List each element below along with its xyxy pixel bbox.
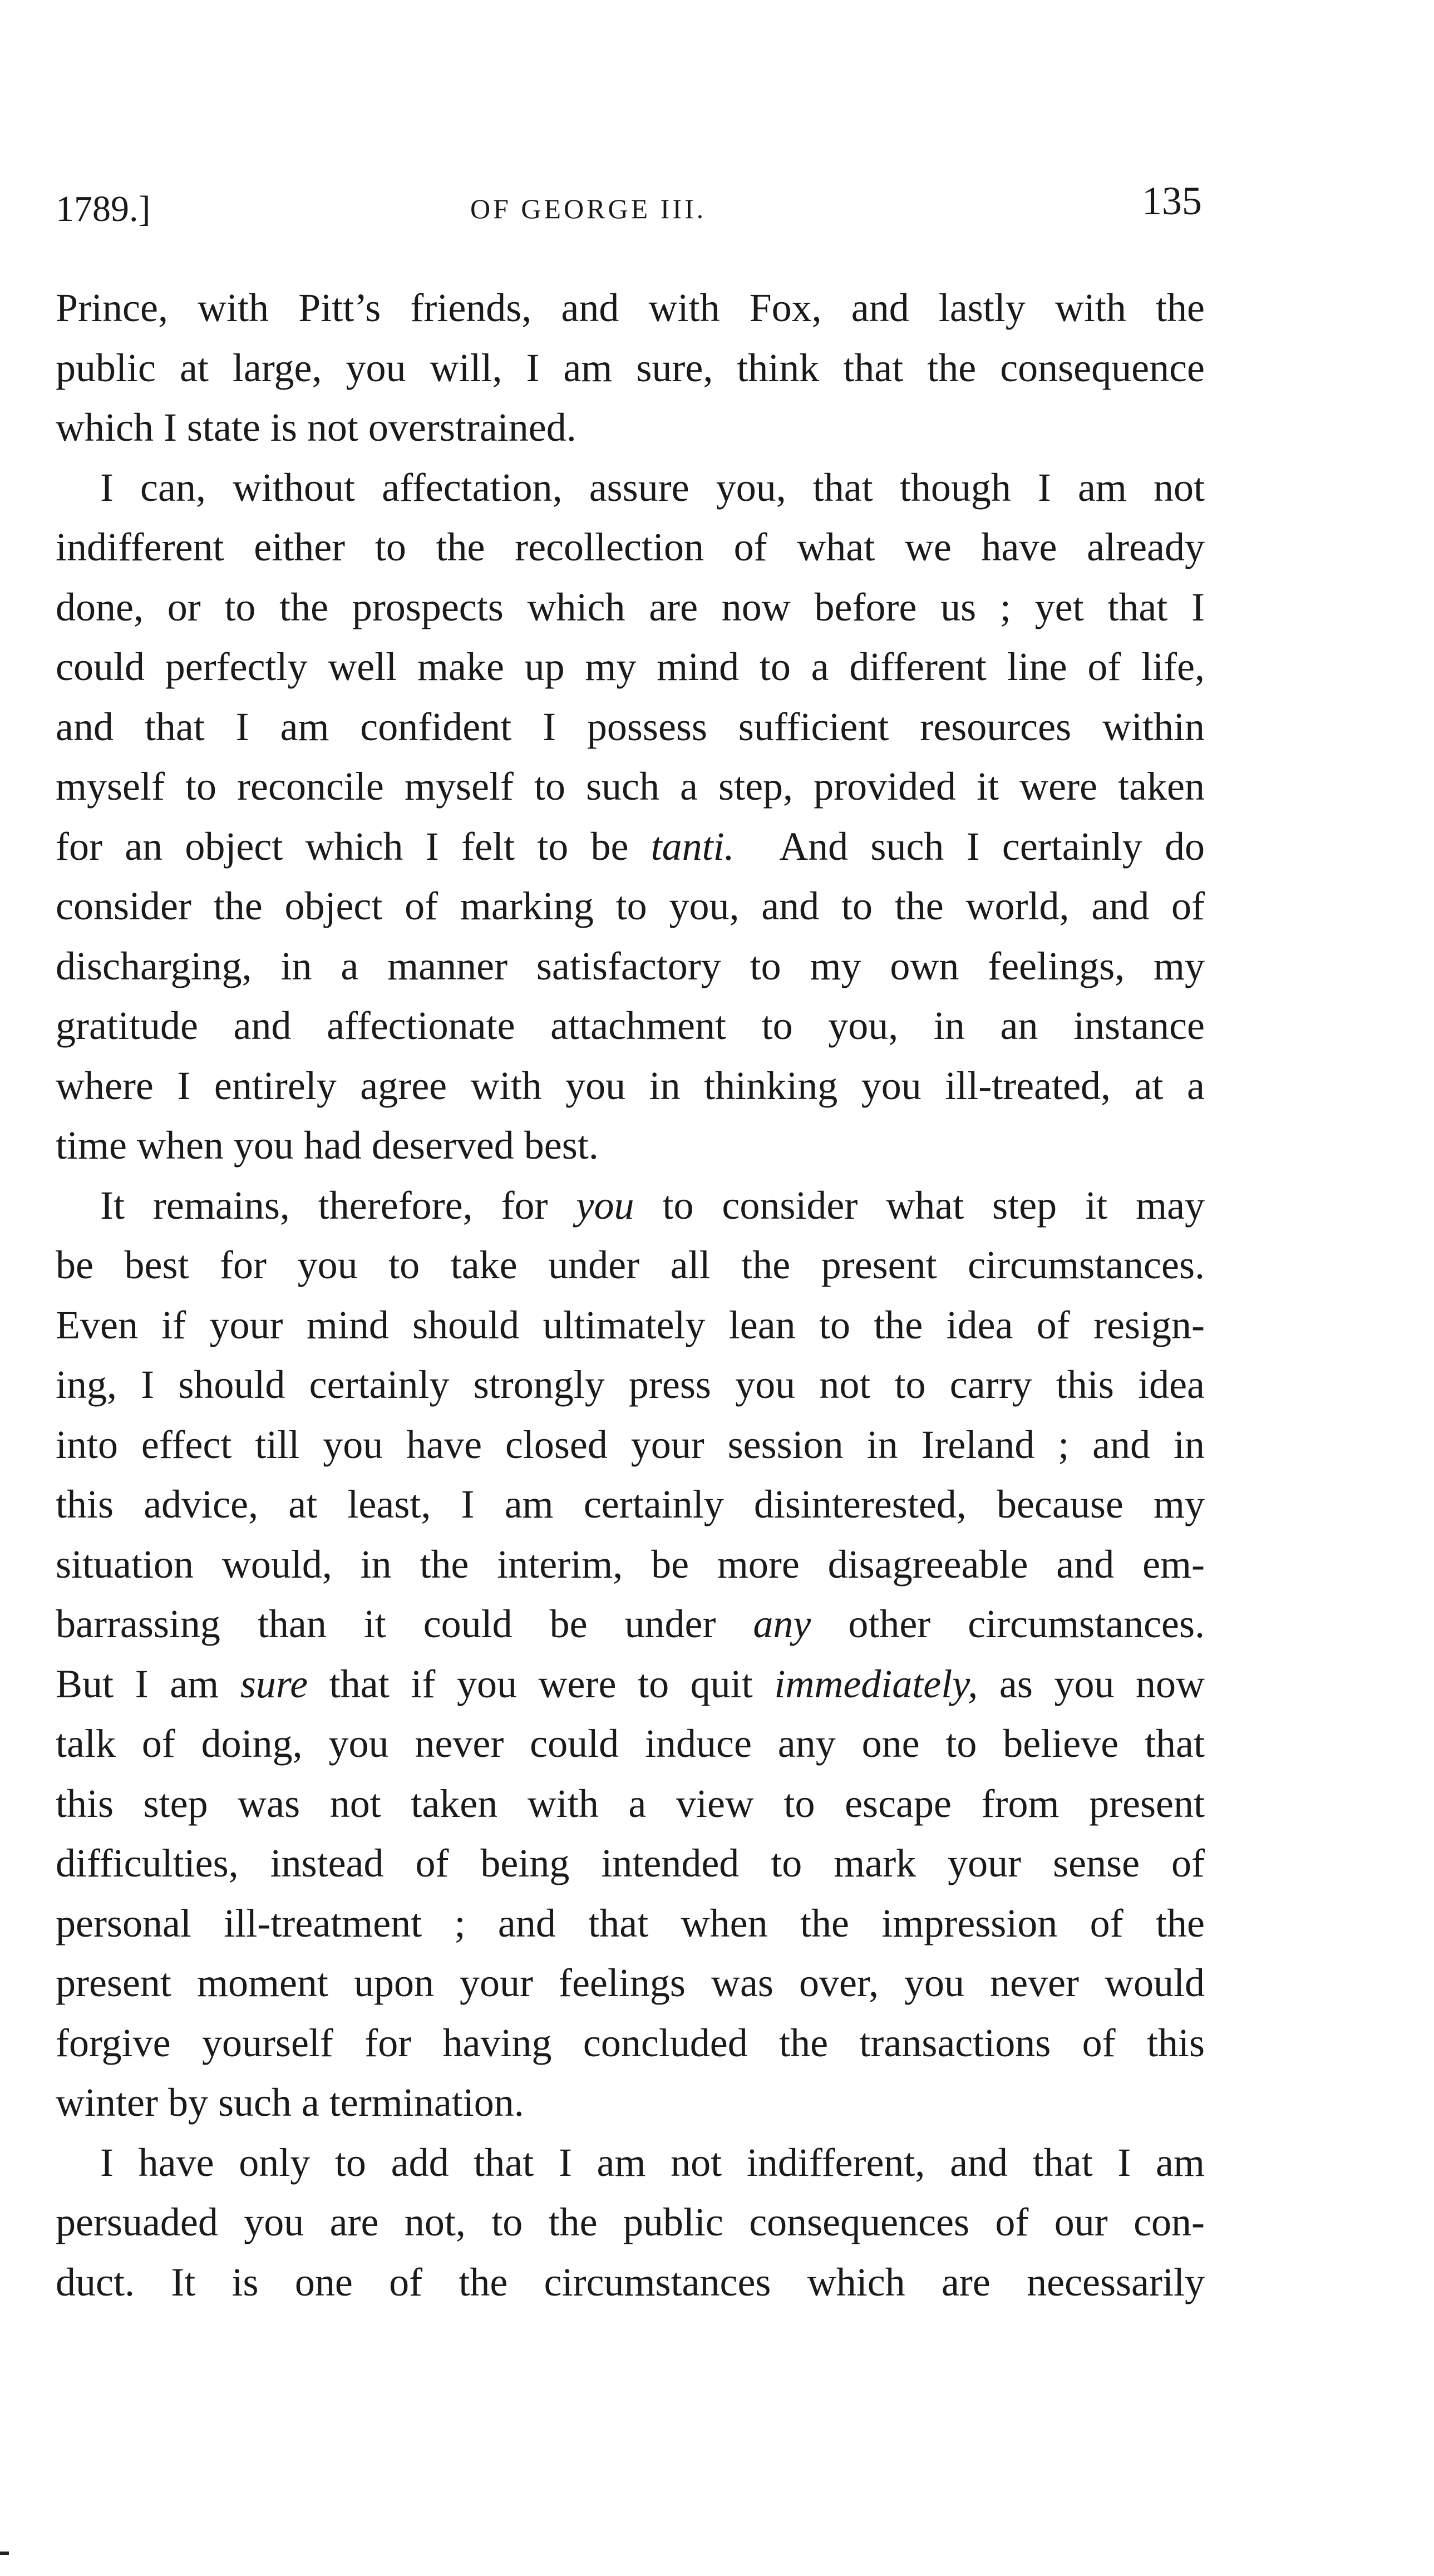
text-line: winter by such a termination. — [56, 2080, 524, 2125]
text-line: forgive yourself for having concluded the transactions of this — [56, 2020, 1205, 2065]
text-line: I have only to add that I am not indifferent, and that I am — [100, 2140, 1205, 2185]
italic-word: sure — [240, 1661, 308, 1706]
italic-word: immediately, — [774, 1661, 978, 1706]
text-line: persuaded you are not, to the public consequences of our con- — [56, 2200, 1205, 2244]
italic-word: you — [576, 1183, 634, 1228]
text-line: Even if your mind should ultimately lean to the idea of resign- — [56, 1302, 1205, 1347]
text-line: where I entirely agree with you in thinking you ill-treated, at a — [56, 1063, 1205, 1108]
header-year: 1789.] — [56, 189, 151, 229]
text-line: present moment upon your feelings was over, you never would — [56, 1961, 1205, 2005]
paragraph-4 — [56, 2133, 1205, 2313]
text-line: duct. It is one of the circumstances which are necessarily — [56, 2259, 1205, 2304]
text-segment: barrassing than it could be under — [56, 1602, 716, 1646]
text-line: which I state is not overstrained. — [56, 405, 576, 450]
text-line: personal ill-treatment ; and that when the impression of the — [56, 1900, 1205, 1945]
paragraph-2 — [56, 458, 1205, 1176]
text-segment: that if you were to quit — [329, 1661, 753, 1706]
text-line: Prince, with Pitt’s friends, and with Fox, and lastly with the — [56, 285, 1205, 330]
text-segment: It remains, therefore, for — [100, 1183, 548, 1228]
text-line: difficulties, instead of being intended to mark your sense of — [56, 1841, 1205, 1885]
text-segment: And such I certainly do — [779, 824, 1205, 869]
text-segment: for an object which I felt to be — [56, 824, 629, 869]
page-number: 135 — [1142, 179, 1202, 223]
body-text — [56, 278, 1205, 2312]
text-line: time when you had deserved best. — [56, 1123, 599, 1168]
text-line — [56, 1654, 1205, 1715]
running-head — [56, 178, 1202, 239]
text-line: could perfectly well make up my mind to a different line of life, — [56, 644, 1205, 689]
text-line: this step was not taken with a view to escape from present — [56, 1781, 1205, 1826]
text-line: indifferent either to the recollection of what we have already — [56, 525, 1205, 569]
text-line — [56, 817, 1205, 877]
text-line: consider the object of marking to you, and to the world, and of — [56, 884, 1205, 928]
text-line: and that I am confident I possess sufficient resources within — [56, 704, 1205, 749]
italic-word: tanti. — [651, 824, 735, 869]
paragraph-3 — [56, 1176, 1205, 2133]
header-title: OF GEORGE III. — [470, 193, 707, 224]
text-segment: But I am — [56, 1661, 219, 1706]
text-line: talk of doing, you never could induce any one to believe that — [56, 1721, 1205, 1766]
text-line: done, or to the prospects which are now before us ; yet that I — [56, 584, 1205, 629]
text-line: public at large, you will, I am sure, think that the consequence — [56, 345, 1205, 390]
scan-edge-mark — [0, 2552, 9, 2555]
text-line: this advice, at least, I am certainly disinterested, because my — [56, 1482, 1205, 1526]
text-line: situation would, in the interim, be more disagreeable and em- — [56, 1541, 1205, 1587]
paragraph-1 — [56, 278, 1205, 458]
text-segment: other circumstances. — [848, 1602, 1205, 1646]
text-line: gratitude and affectionate attachment to you, in an instance — [56, 1003, 1205, 1048]
text-line: I can, without affectation, assure you, that though I am not — [100, 465, 1205, 510]
text-line: discharging, in a manner satisfactory to my own feelings, my — [56, 943, 1205, 988]
text-segment: to consider what step it may — [662, 1183, 1205, 1228]
text-line: into effect till you have closed your session in Ireland ; and in — [56, 1422, 1205, 1467]
text-line — [56, 1176, 1205, 1236]
text-line — [56, 1594, 1205, 1654]
text-line: be best for you to take under all the present circumstances. — [56, 1243, 1205, 1287]
text-segment: as you now — [999, 1661, 1205, 1706]
text-line: myself to reconcile myself to such a step, provided it were taken — [56, 764, 1205, 809]
italic-word: any — [753, 1602, 811, 1646]
text-line: ing, I should certainly strongly press you not to carry this idea — [56, 1362, 1205, 1407]
